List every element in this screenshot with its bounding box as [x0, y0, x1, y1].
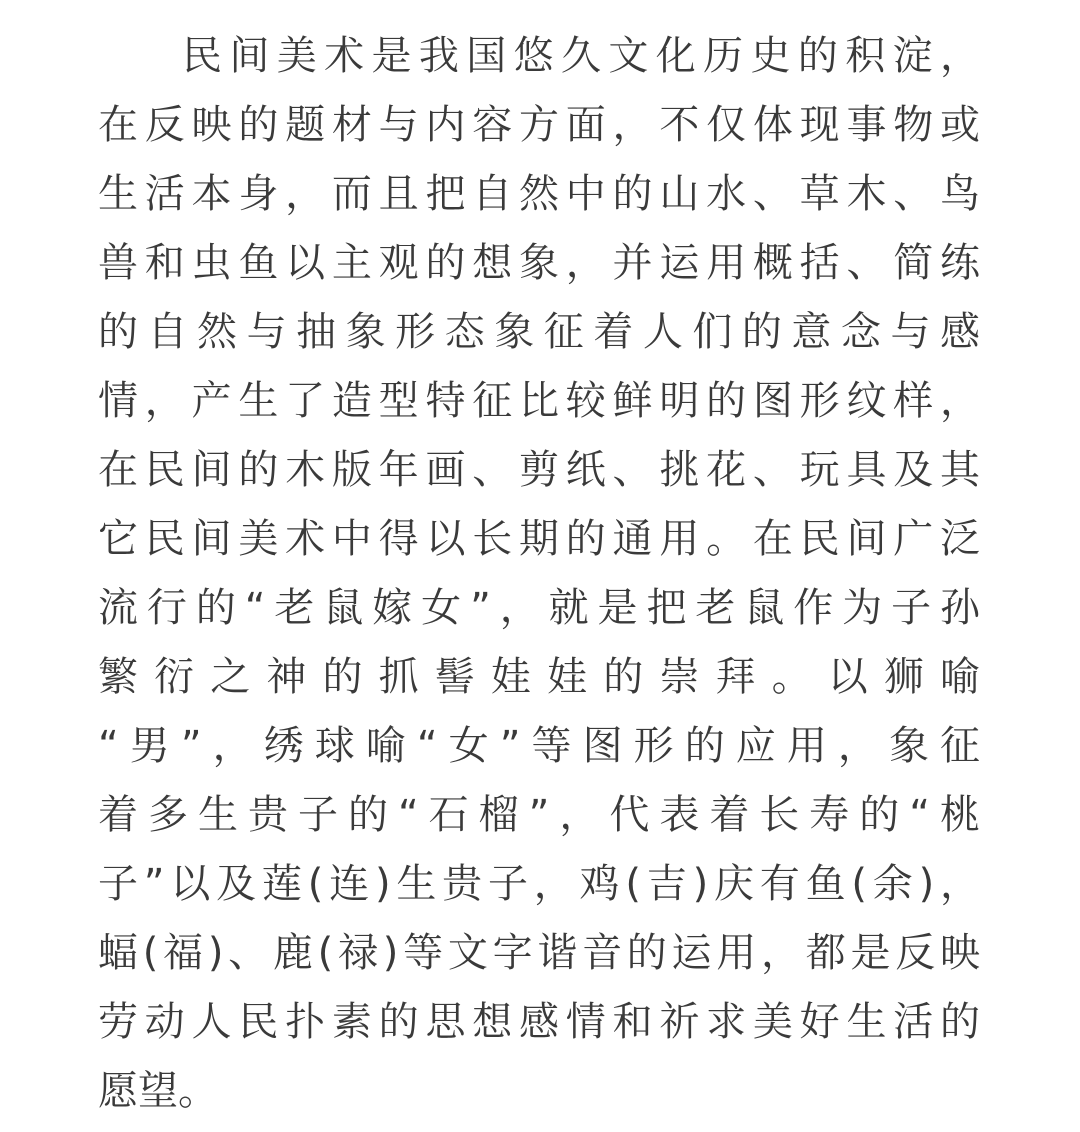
- paragraph-line: 的自然与抽象形态象征着人们的意念与感: [98, 309, 980, 355]
- paragraph-line: 愿望。: [98, 1068, 218, 1114]
- paragraph-line: 它民间美术中得以长期的通用。在民间广泛: [98, 516, 980, 562]
- paragraph-line: 着多生贵子的“石榴”，代表着长寿的“桃: [98, 792, 980, 838]
- paragraph-line: 在民间的木版年画、剪纸、挑花、玩具及其: [98, 447, 980, 493]
- paragraph-line: 子”以及莲(连)生贵子，鸡(吉)庆有鱼(余)，: [98, 861, 980, 907]
- paragraph-line: 兽和虫鱼以主观的想象，并运用概括、简练: [98, 240, 980, 286]
- paragraph-line: 情，产生了造型特征比较鲜明的图形纹样，: [98, 378, 980, 424]
- paragraph-line: 繁衍之神的抓髻娃娃的崇拜。以狮喻: [98, 654, 980, 700]
- paragraph-line: 劳动人民扑素的思想感情和祈求美好生活的: [98, 999, 980, 1045]
- paragraph-line: 在反映的题材与内容方面，不仅体现事物或: [98, 102, 980, 148]
- paragraph-line: 蝠(福)、鹿(禄)等文字谐音的运用，都是反映: [98, 930, 980, 976]
- paragraph-line: “男”，绣球喻“女”等图形的应用，象征: [98, 723, 980, 769]
- paragraph-line: 民间美术是我国悠久文化历史的积淀，: [182, 33, 980, 79]
- paragraph-line: 生活本身，而且把自然中的山水、草木、鸟: [98, 171, 980, 217]
- paragraph-line: 流行的“老鼠嫁女”，就是把老鼠作为子孙: [98, 585, 980, 631]
